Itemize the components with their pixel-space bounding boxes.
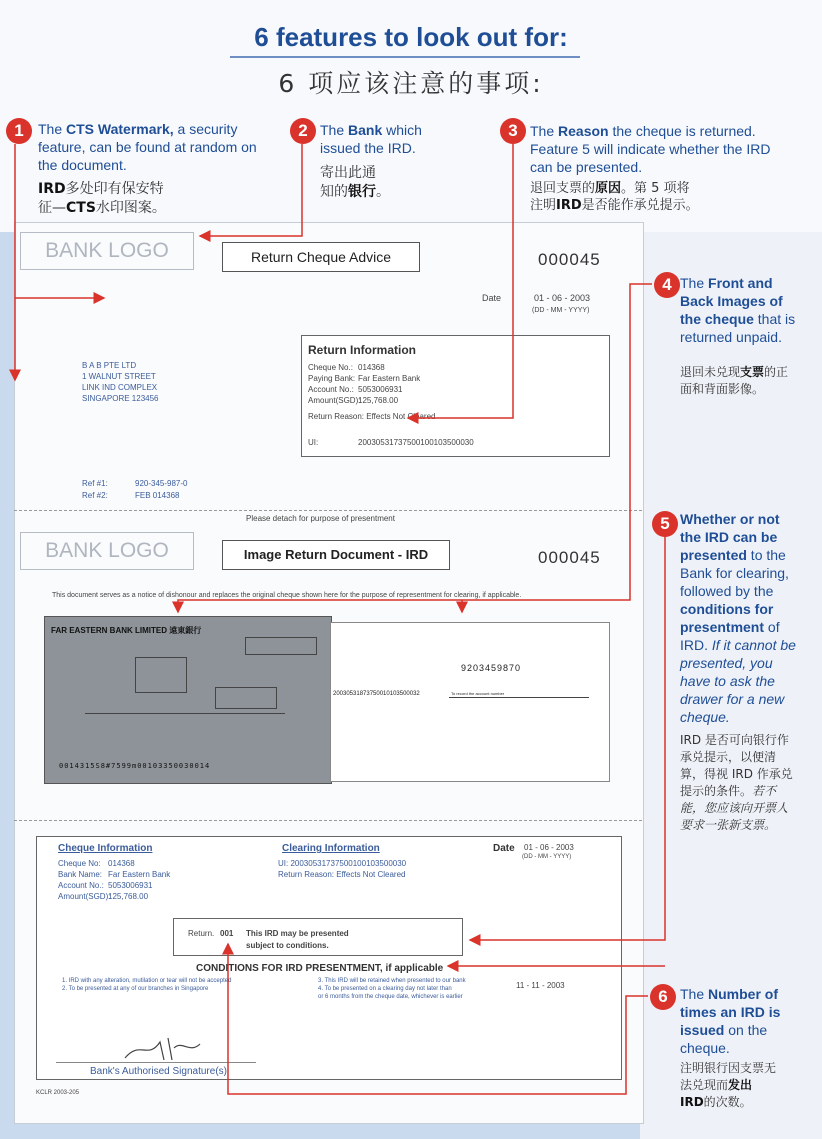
ref2-value: FEB 014368 [135, 491, 180, 500]
ref1-label: Ref #1: [82, 479, 108, 488]
ird-notice: This document serves as a notice of dishonour and replaces the original cheque shown here for the purpose of representment for clearing, if applicable. [52, 592, 522, 599]
ird-date-label: Date [493, 843, 515, 854]
feature-6-caption: The Number of times an IRD is issued on the cheque. [680, 986, 781, 1056]
advice-date-value: 01 - 06 - 2003 [534, 293, 591, 303]
return-text-1: This IRD may be presented [246, 929, 349, 938]
feature-5-number: 5 [652, 511, 678, 537]
conditions-left: 1. IRD with any alteration, mutilation or tear will not be accepted 2. To be presented at any of our branches in Singapore [62, 978, 232, 992]
back-number: 9203459870 [461, 663, 522, 673]
advice-serial: 000045 [538, 250, 601, 269]
feature-1-caption: The CTS Watermark, a security feature, can be found at random on the document. [38, 121, 257, 173]
ird-date-value: 01 - 06 - 2003 [524, 843, 574, 852]
return-text-2: subject to conditions. [246, 941, 329, 950]
feature-5-caption: Whether or not the IRD can be presented to the Bank for clearing, followed by the conditions for presentment of IRD. If it cannot be presented, you have to ask the drawer for a new cheque. [680, 511, 796, 725]
cheque-info-title: Cheque Information [58, 843, 153, 854]
return-reason: Return Reason: Effects Not Cleared [308, 412, 436, 421]
feature-4-chinese: 退回未兑现支票的正面和背面影像。 [680, 365, 789, 396]
payee-address: B A B PTE LTD 1 WALNUT STREET LINK IND COMPLEX SINGAPORE 123456 [82, 361, 159, 403]
condition-date: 11 - 11 - 2003 [516, 981, 565, 990]
feature-4-number: 4 [654, 272, 680, 298]
advice-date-label: Date [482, 293, 502, 303]
feature-4-caption: The Front and Back Images of the cheque that is returned unpaid. [680, 275, 796, 345]
ird-serial: 000045 [538, 548, 601, 567]
ird-date-format: (DD - MM - YYYY) [522, 854, 572, 860]
feature-2-number: 2 [290, 118, 316, 144]
advice-date-format: (DD - MM - YYYY) [532, 307, 590, 314]
title-english: 6 features to look out for: [254, 22, 568, 52]
return-info-values: 014368 Far Eastern Bank 5053006931 125,768.00 [358, 363, 421, 405]
feature-3-caption: The Reason the cheque is returned. Feature 5 will indicate whether the IRD can be presented. [530, 123, 771, 175]
back-ui: 20030531873750010103500032 [333, 691, 420, 697]
ui-label: UI: [308, 438, 319, 447]
clearing-ui: UI: 20030531737500100103500030 [278, 859, 407, 868]
feature-3-number: 3 [500, 118, 526, 144]
feature-1-number: 1 [6, 118, 32, 144]
cheque-info-values: 014368 Far Eastern Bank 5053006931 125,768.00 [108, 859, 171, 901]
clearing-reason: Return Reason: Effects Not Cleared [278, 870, 406, 879]
conditions-title: CONDITIONS FOR IRD PRESENTMENT, if applicable [196, 963, 444, 974]
feature-1-chinese: IRD多处印有保安特 征—CTS水印图案。 [38, 181, 166, 216]
back-note: To record the account number [451, 691, 505, 696]
return-label: Return. [188, 929, 215, 938]
signature-label: Bank's Authorised Signature(s) [90, 1066, 227, 1077]
form-code: KCLR 2003-205 [36, 1090, 80, 1096]
cheque-micr: 0014315S8#7599m00103350030014 [59, 762, 211, 770]
feature-6-number: 6 [650, 984, 676, 1010]
ref1-value: 920-345-987-0 [135, 479, 188, 488]
feature-2-caption: The Bank which issued the IRD. [320, 122, 422, 156]
feature-2-chinese: 寄出此通 知的银行。 [320, 165, 390, 200]
return-info-title: Return Information [308, 343, 416, 357]
return-count: 001 [220, 929, 234, 938]
feature-3-chinese: 退回支票的原因。第 5 项将 注明IRD是否能作承兑提示。 [530, 181, 699, 213]
ird-bank-logo: BANK LOGO [20, 532, 194, 570]
return-info-labels: Cheque No.: Paying Bank: Account No.: Amount(SGD): [308, 363, 361, 405]
feature-6-chinese: 注明银行因支票无法兑现而发出 IRD的次数。 [680, 1061, 777, 1109]
advice-bank-logo: BANK LOGO [20, 232, 194, 270]
conditions-right: 3. This IRD will be retained when presented to our bank 4. To be presented on a clearing day not later than or 6 months from the cheque date, whichever is earlier [318, 978, 466, 1000]
ref2-label: Ref #2: [82, 491, 108, 500]
ird-title: Image Return Document - IRD [222, 540, 450, 570]
cheque-info-labels: Cheque No: Bank Name: Account No.: Amount(SGD): [58, 859, 111, 901]
detach-text: Please detach for purpose of presentment [246, 514, 395, 523]
feature-5-chinese: IRD 是否可向银行作承兑提示，以便清算，得视 IRD 作承兑提示的条件。若不能，您应该向开票人要求一张新支票。 [680, 733, 793, 832]
title-chinese: 6 项应该注意的事项: [278, 69, 544, 98]
cheque-bank-name: FAR EASTERN BANK LIMITED 遠東銀行 [51, 626, 202, 635]
clearing-info-title: Clearing Information [282, 843, 380, 854]
ui-value: 20030531737500100103500030 [358, 438, 474, 447]
advice-title: Return Cheque Advice [222, 242, 420, 272]
